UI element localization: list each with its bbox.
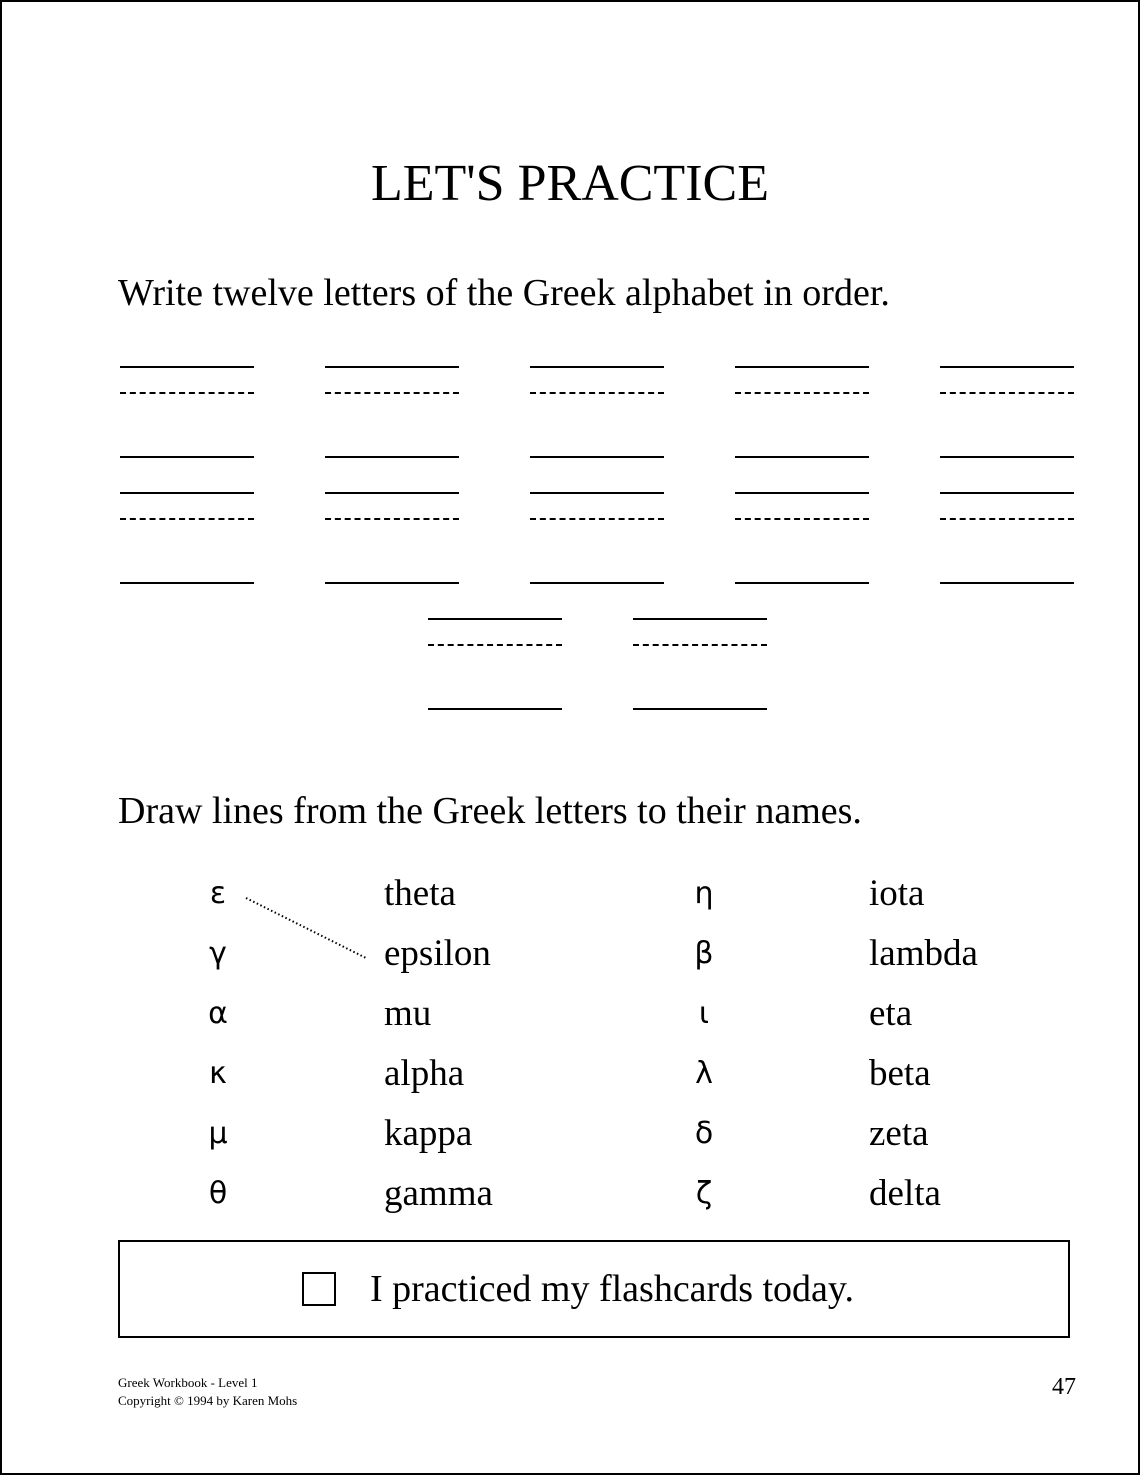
flashcards-label: I practiced my flashcards today. — [370, 1268, 854, 1310]
name-option-right-4[interactable]: beta — [869, 1053, 931, 1094]
name-option-right-6[interactable]: delta — [869, 1173, 941, 1214]
footer-book-title: Greek Workbook - Level 1 — [118, 1375, 258, 1390]
greek-letter-delta[interactable]: δ — [694, 1116, 714, 1151]
greek-letter-gamma[interactable]: γ — [209, 936, 227, 971]
name-option-right-2[interactable]: lambda — [869, 933, 978, 974]
greek-letter-kappa[interactable]: κ — [209, 1056, 227, 1091]
greek-letter-mu[interactable]: μ — [208, 1116, 228, 1151]
name-option-left-5[interactable]: kappa — [384, 1113, 473, 1154]
name-option-left-2[interactable]: epsilon — [384, 933, 491, 974]
name-option-right-5[interactable]: zeta — [869, 1113, 929, 1154]
page-title: LET'S PRACTICE — [371, 155, 769, 212]
greek-letter-alpha[interactable]: α — [208, 996, 228, 1031]
name-option-right-3[interactable]: eta — [869, 993, 913, 1034]
instruction-draw-lines: Draw lines from the Greek letters to their names. — [118, 790, 862, 832]
name-option-left-6[interactable]: gamma — [384, 1173, 493, 1214]
name-option-left-1[interactable]: theta — [384, 873, 456, 914]
name-option-left-4[interactable]: alpha — [384, 1053, 465, 1094]
greek-letter-theta[interactable]: θ — [208, 1176, 228, 1211]
greek-letter-iota[interactable]: ι — [698, 996, 710, 1031]
flashcards-box — [118, 1240, 1070, 1338]
name-option-right-1[interactable]: iota — [869, 873, 925, 914]
greek-letter-lambda[interactable]: λ — [695, 1056, 713, 1091]
name-option-left-3[interactable]: mu — [384, 993, 432, 1034]
greek-letter-beta[interactable]: β — [694, 936, 714, 971]
greek-letter-zeta[interactable]: ζ — [695, 1176, 713, 1211]
footer-credits — [118, 1374, 297, 1410]
page-number: 47 — [1052, 1374, 1076, 1400]
flashcards-checkbox[interactable] — [302, 1272, 336, 1306]
instruction-write-letters: Write twelve letters of the Greek alphabet in order. — [118, 272, 890, 314]
greek-letter-epsilon[interactable]: ε — [209, 876, 227, 911]
footer-copyright: Copyright © 1994 by Karen Mohs — [118, 1393, 298, 1408]
greek-letter-eta[interactable]: η — [694, 876, 714, 911]
